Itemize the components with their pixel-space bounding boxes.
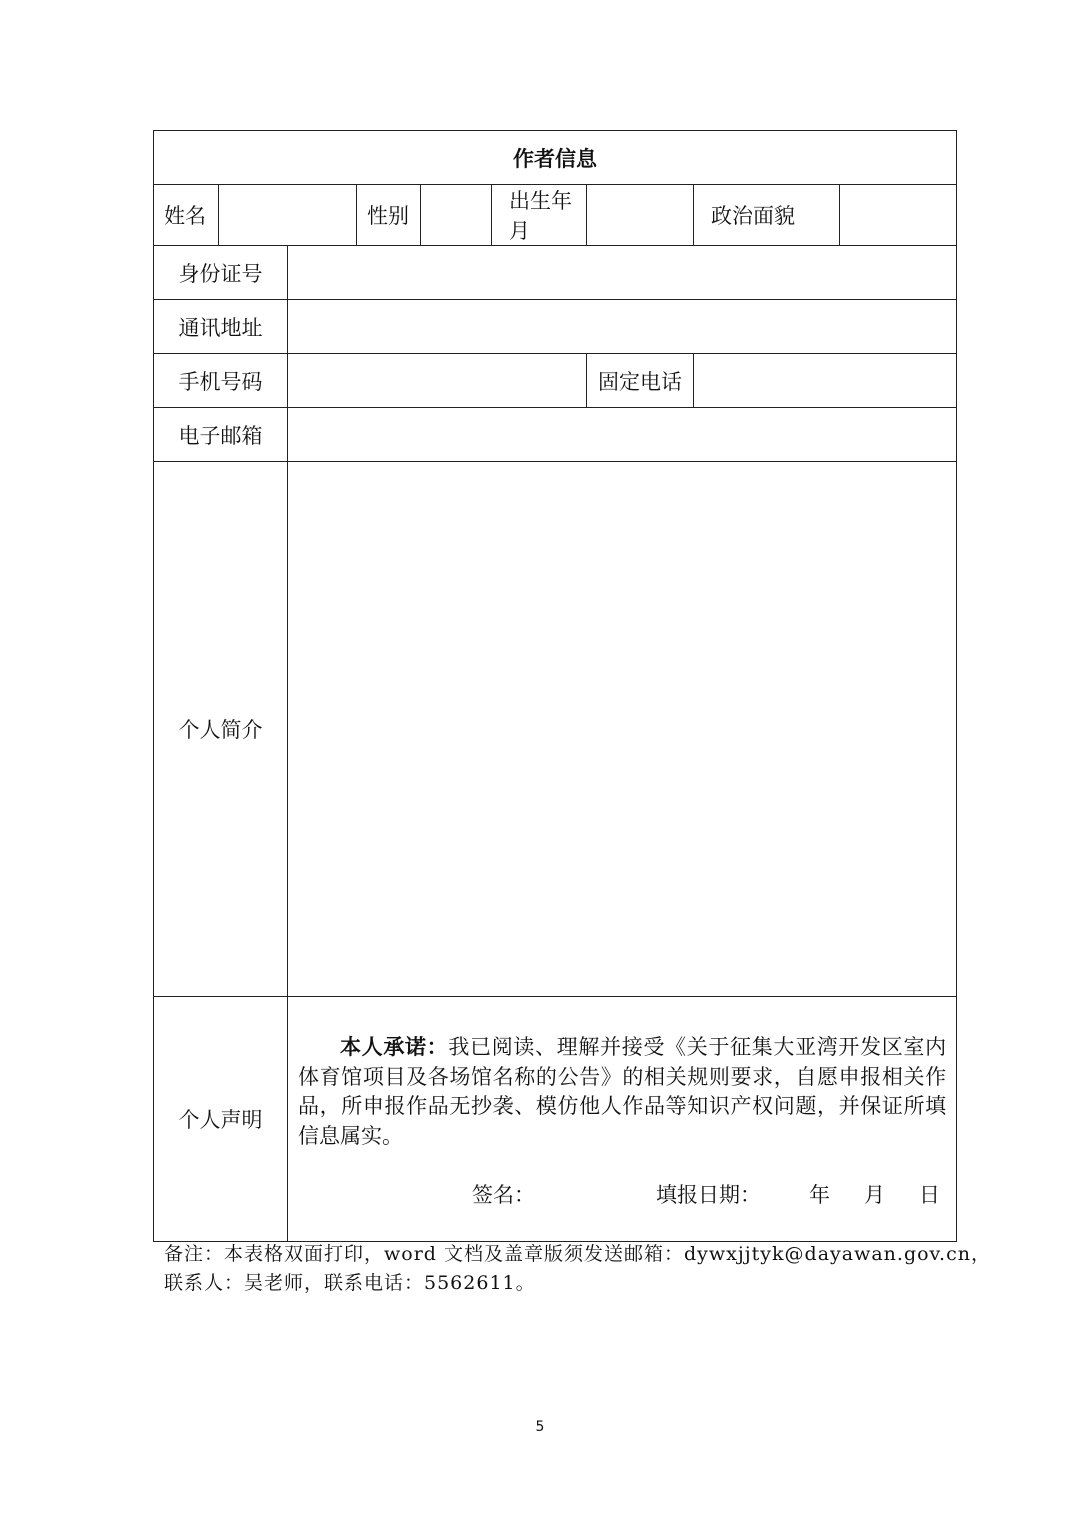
declaration-label: 个人声明	[154, 997, 288, 1242]
month-label: 月	[864, 1183, 885, 1207]
footnote	[164, 1240, 994, 1298]
email-field[interactable]	[288, 408, 957, 462]
name-label: 姓名	[154, 185, 219, 246]
intro-label: 个人简介	[154, 462, 288, 997]
sign-label: 签名：	[472, 1183, 535, 1207]
birth-field[interactable]	[587, 185, 694, 246]
declaration-paragraph	[298, 1033, 946, 1151]
birth-label: 出生年月	[492, 185, 587, 246]
landline-field[interactable]	[694, 354, 957, 408]
email-label: 电子邮箱	[154, 408, 288, 462]
address-label: 通讯地址	[154, 300, 288, 354]
political-field[interactable]	[840, 185, 957, 246]
name-field[interactable]	[219, 185, 357, 246]
political-label: 政治面貌	[694, 185, 840, 246]
declaration-text: 我已阅读、理解并接受《关于征集大亚湾开发区室内体育馆项目及各场馆名称的公告》的相关规则要求，自愿申报相关作品，所申报作品无抄袭、模仿他人作品等知识产权问题，并保证所填信息属实。	[298, 1035, 947, 1148]
form-title: 作者信息	[154, 131, 957, 185]
id-label: 身份证号	[154, 246, 288, 300]
address-field[interactable]	[288, 300, 957, 354]
day-label: 日	[919, 1183, 940, 1207]
footnote-line-1: 备注：本表格双面打印，word 文档及盖章版须发送邮箱：dywxjjtyk@dayawan.gov.cn，	[164, 1243, 991, 1265]
page-number: 5	[535, 1419, 545, 1435]
declaration-cell	[288, 997, 957, 1242]
mobile-field[interactable]	[288, 354, 587, 408]
landline-label: 固定电话	[587, 354, 694, 408]
intro-field[interactable]	[288, 462, 957, 997]
year-label: 年	[809, 1183, 830, 1207]
mobile-label: 手机号码	[154, 354, 288, 408]
date-label: 填报日期：	[656, 1183, 761, 1207]
author-info-form	[153, 130, 957, 1242]
gender-label: 性别	[357, 185, 421, 246]
footnote-line-2: 联系人：吴老师，联系电话：5562611。	[164, 1272, 536, 1294]
signature-row	[298, 1179, 946, 1209]
gender-field[interactable]	[421, 185, 492, 246]
declaration-bold: 本人承诺：	[340, 1035, 449, 1059]
id-field[interactable]	[288, 246, 957, 300]
